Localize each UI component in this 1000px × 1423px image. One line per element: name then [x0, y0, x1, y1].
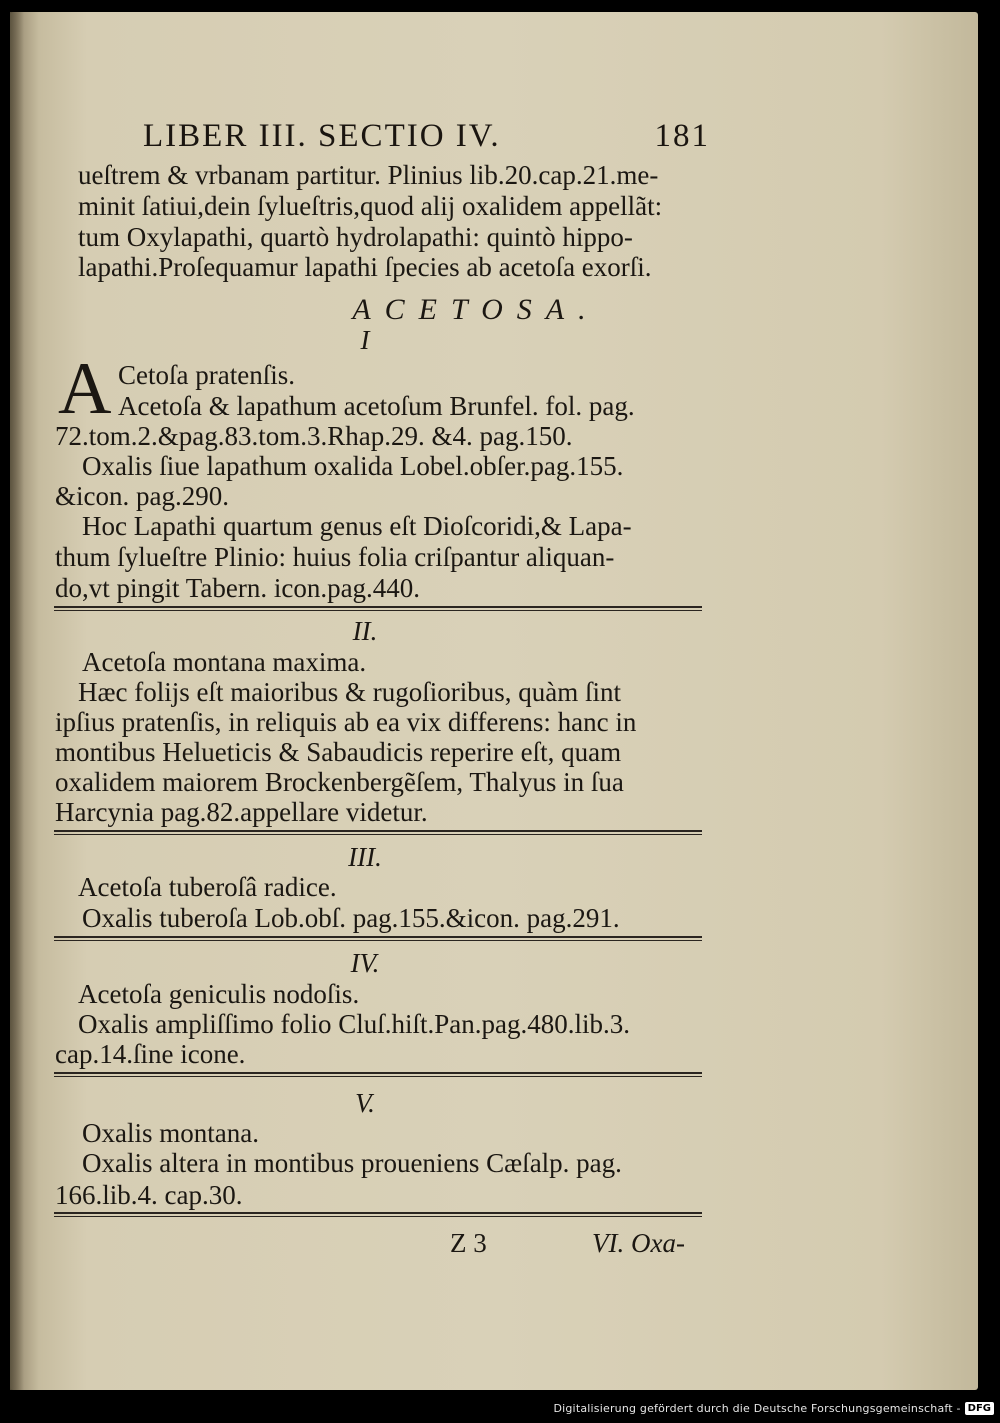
text-line: Oxalis altera in montibus proueniens Cæſalp. pag.	[82, 1148, 622, 1178]
text-line: lapathi.Proſequamur lapathi ſpecies ab acetoſa exorſi.	[78, 252, 652, 282]
entry-number: V.	[355, 1088, 375, 1118]
text-line: Acetoſa montana maxima.	[82, 647, 367, 677]
text-line: Acetoſa geniculis nodoſis.	[78, 979, 360, 1009]
divider-rule	[54, 830, 702, 835]
catchword: VI. Oxa-	[592, 1228, 685, 1258]
text-line: Oxalis ampliſſimo folio Cluſ.hiſt.Pan.pag.480.lib.3.	[78, 1009, 630, 1039]
text-line: Acetoſa & lapathum acetoſum Brunfel. fol. pag.	[118, 391, 635, 421]
text-line: 72.tom.2.&pag.83.tom.3.Rhap.29. &4. pag.150.	[55, 421, 573, 451]
text-line: 166.lib.4. cap.30.	[55, 1180, 243, 1210]
text-line: Hæc folijs eſt maioribus & rugoſioribus, quàm ſint	[78, 677, 621, 707]
text-line: minit ſatiui,dein ſylueſtris,quod alij oxalidem appellãt:	[78, 191, 663, 221]
text-line: &icon. pag.290.	[55, 481, 229, 511]
entry-number: I	[360, 325, 370, 355]
divider-rule	[54, 1072, 702, 1077]
text-line: Oxalis montana.	[82, 1118, 259, 1148]
text-line: ipſius pratenſis, in reliquis ab ea vix differens: hanc in	[55, 707, 637, 737]
signature-mark: Z 3	[450, 1228, 487, 1258]
page-number: 181	[654, 118, 710, 154]
text-line: Cetoſa pratenſis.	[118, 360, 295, 390]
text-line: Hoc Lapathi quartum genus eſt Dioſcoridi,& Lapa-	[82, 511, 632, 541]
footer-credit: Digitalisierung gefördert durch die Deutsche Forschungsgemeinschaft -	[553, 1401, 961, 1415]
text-line: do,vt pingit Tabern. icon.pag.440.	[55, 573, 421, 603]
text-line: ueſtrem & vrbanam partitur. Plinius lib.20.cap.21.me-	[78, 160, 659, 190]
section-heading: ACETOSA.	[352, 293, 600, 326]
text-line: oxalidem maiorem Brockenbergẽſem, Thalyus in ſua	[55, 767, 624, 797]
text-line: tum Oxylapathi, quartò hydrolapathi: quintò hippo-	[78, 222, 633, 252]
running-head-title: LIBER III. SECTIO IV.	[143, 118, 501, 154]
divider-rule	[54, 936, 702, 941]
text-line: montibus Helueticis & Sabaudicis reperire eſt, quam	[55, 737, 622, 767]
digitization-footer	[553, 1399, 994, 1417]
divider-rule	[54, 606, 702, 611]
divider-rule	[54, 1212, 702, 1217]
entry-number: IV.	[350, 948, 380, 978]
running-head	[143, 118, 710, 158]
text-line: cap.14.ſine icone.	[55, 1039, 246, 1069]
text-line: thum ſylueſtre Plinio: huius folia criſpantur aliquan-	[55, 542, 615, 572]
entry-number: II.	[352, 616, 378, 646]
drop-capital: A	[58, 348, 112, 430]
entry-number: III.	[348, 842, 382, 872]
text-line: Harcynia pag.82.appellare videtur.	[55, 797, 428, 827]
text-line: Acetoſa tuberoſâ radice.	[78, 872, 337, 902]
dfg-logo: DFG	[965, 1402, 994, 1415]
text-line: Oxalis tuberoſa Lob.obſ. pag.155.&icon. pag.291.	[82, 903, 620, 933]
text-line: Oxalis ſiue lapathum oxalida Lobel.obſer.pag.155.	[82, 451, 624, 481]
